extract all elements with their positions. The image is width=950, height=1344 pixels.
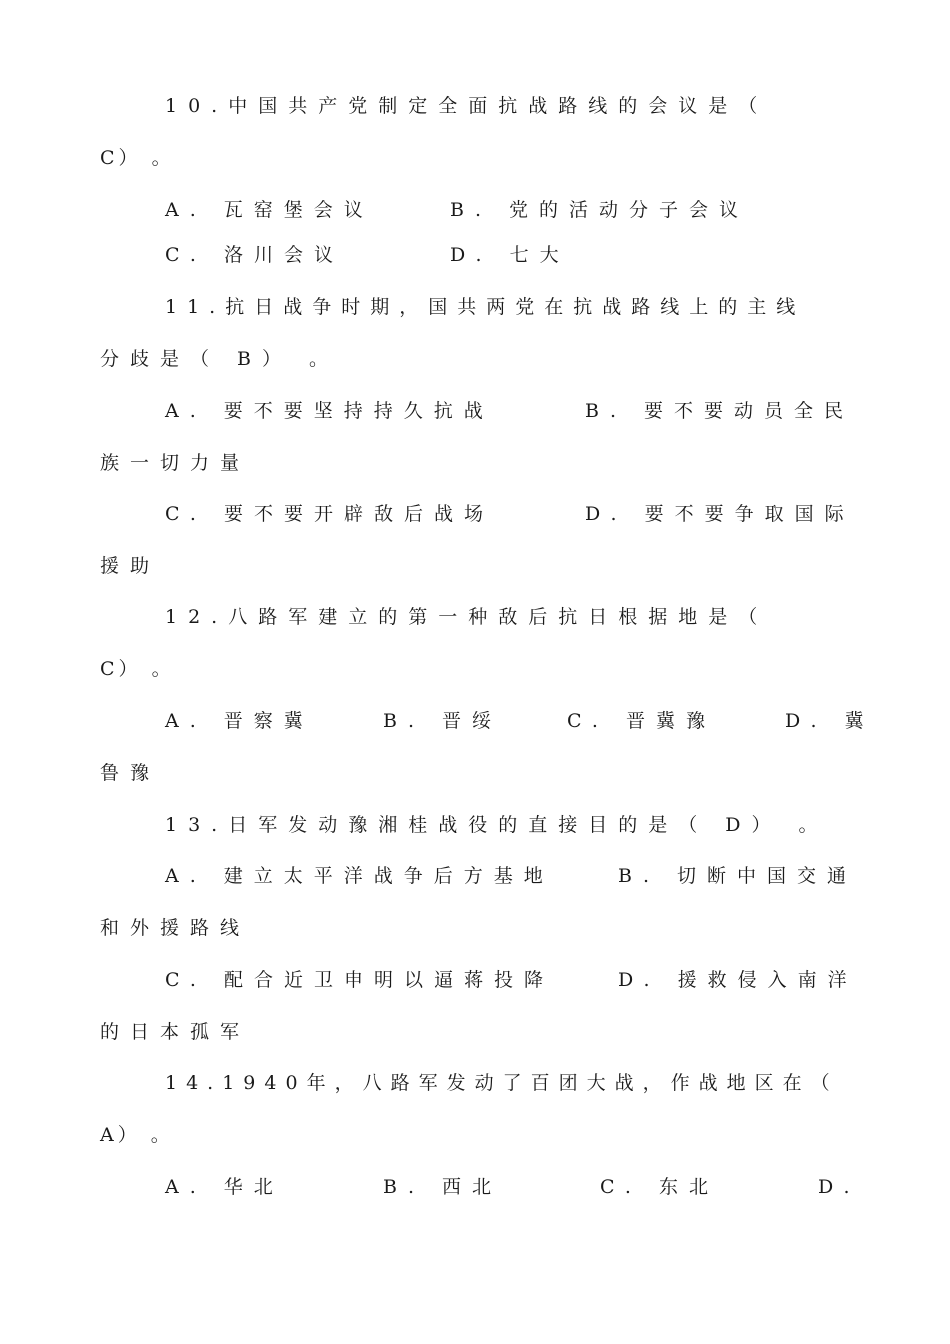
question-11-option-b: B. 要不要动员全民 [585,400,855,422]
question-12-option-a: A. 晋察冀 [165,710,314,732]
question-13-option-d-cont: 的日本孤军 [100,1021,251,1043]
question-13-stem-line1: 13.日军发动豫湘桂战役的直接目的是（ D） 。 [165,814,829,836]
question-14-option-c: C. 东北 [600,1176,719,1198]
question-14-option-b: B. 西北 [383,1176,503,1198]
question-10-stem-line2: C） 。 [100,147,175,169]
question-13-option-c: C. 配合近卫申明以逼蒋投降 [165,969,554,991]
question-10-option-c: C. 洛川会议 [165,244,344,266]
question-14-stem-line2: A） 。 [100,1124,174,1146]
question-10-option-d: D. 七大 [450,244,570,266]
question-10-option-b: B. 党的活动分子会议 [450,199,750,221]
question-12-option-c: C. 晋冀豫 [567,710,716,732]
question-12-option-d: D. 冀 [785,710,875,732]
question-13-option-b: B. 切断中国交通 [618,865,858,887]
question-12-option-d-cont: 鲁豫 [100,762,161,784]
question-12-stem-line1: 12.八路军建立的第一种敌后抗日根据地是（ [165,606,769,628]
question-13-option-b-cont: 和外援路线 [100,917,251,939]
question-12-option-b: B. 晋绥 [383,710,503,732]
question-13-option-d: D. 援救侵入南洋 [618,969,858,991]
question-11-stem-line2: 分歧是（ B） 。 [100,348,340,370]
question-11-option-a: A. 要不要坚持持久抗战 [165,400,494,422]
question-11-stem-line1: 11.抗日战争时期，国共两党在抗战路线上的主线 [165,296,806,318]
question-14-option-d: D. [818,1176,861,1198]
question-11-option-b-cont: 族一切力量 [100,452,251,474]
question-11-option-d-cont: 援助 [100,555,161,577]
question-10-option-a: A. 瓦窑堡会议 [165,199,374,221]
question-11-option-c: C. 要不要开辟敌后战场 [165,503,494,525]
question-14-option-a: A. 华北 [165,1176,284,1198]
question-12-stem-line2: C） 。 [100,658,175,680]
question-10-stem-line1: 10.中国共产党制定全面抗战路线的会议是（ [165,95,769,117]
question-14-stem-line1: 14.1940年，八路军发动了百团大战，作战地区在（ [165,1072,839,1094]
question-11-option-d: D. 要不要争取国际 [585,503,855,525]
question-13-option-a: A. 建立太平洋战争后方基地 [165,865,554,887]
